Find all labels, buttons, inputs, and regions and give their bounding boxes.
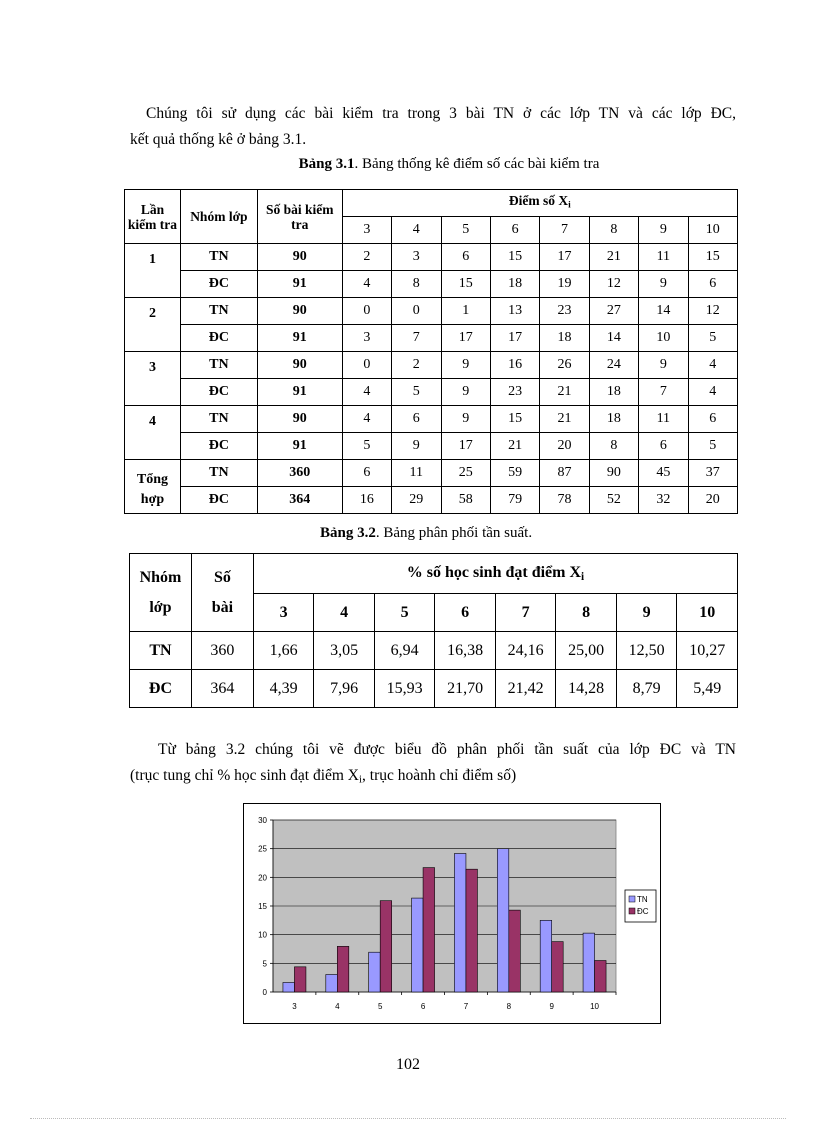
table1-value-cell: 0 [342, 298, 391, 325]
table1-score-col: 4 [392, 217, 441, 244]
table1-value-cell: 12 [688, 298, 737, 325]
table1-value-cell: 21 [490, 433, 539, 460]
table1-value-cell: 17 [490, 325, 539, 352]
after-line-2: (trục tung chỉ % học sinh đạt điểm $X_i$, trục hoành chỉ điểm số) [130, 767, 517, 786]
table1-value-cell: 52 [589, 487, 638, 514]
table1-group-cell: ĐC [180, 271, 257, 298]
table1-score-col: 9 [639, 217, 688, 244]
table1-head-group: Nhóm lớp [180, 190, 257, 244]
table1-value-cell: 17 [540, 244, 589, 271]
table1-row [125, 325, 738, 352]
table2-score-col: 10 [677, 594, 738, 632]
table1-value-cell: 7 [392, 325, 441, 352]
table1-value-cell: 58 [441, 487, 490, 514]
table1-group-cell: ĐC [180, 487, 257, 514]
intro-line-2: kết quả thống kê ở bảng 3.1. [130, 131, 307, 148]
table2-value-cell: 16,38 [435, 632, 496, 670]
chart-y-tick-label: 25 [258, 844, 267, 854]
chart-bar-ĐC [294, 967, 306, 992]
table2-score-col: 5 [374, 594, 435, 632]
table1-value-cell: 9 [441, 406, 490, 433]
table1-value-cell: 5 [688, 433, 737, 460]
table2-caption [320, 525, 532, 542]
chart-y-tick-label: 30 [258, 816, 267, 825]
intro-line-1: Chúng tôi sử dụng các bài kiểm tra trong 3 bài TN ở các lớp TN và các lớp ĐC, [146, 105, 736, 122]
chart-bar-ĐC [509, 910, 521, 992]
table1-value-cell: 0 [342, 352, 391, 379]
table1-row [125, 433, 738, 460]
table1-value-cell: 32 [639, 487, 688, 514]
table1-value-cell: 11 [392, 460, 441, 487]
table1-value-cell: 45 [639, 460, 688, 487]
table1-head-count: Số bài kiểm tra [257, 190, 342, 244]
table1-value-cell: 6 [688, 271, 737, 298]
table1-value-cell: 12 [589, 271, 638, 298]
intro-paragraph [130, 101, 736, 153]
table1-row [125, 487, 738, 514]
table1-value-cell: 19 [540, 271, 589, 298]
table1-value-cell: 4 [342, 379, 391, 406]
table2-head-percent: % số học sinh đạt điểm $X_i$ [253, 554, 737, 594]
table2-score-col: 8 [556, 594, 617, 632]
table1-value-cell: 2 [342, 244, 391, 271]
table1-value-cell: 2 [392, 352, 441, 379]
table2-header-row [130, 554, 738, 594]
table2-score-col: 6 [435, 594, 496, 632]
table1-value-cell: 11 [639, 244, 688, 271]
table1-count-cell: 90 [257, 298, 342, 325]
chart-x-tick-label: 5 [377, 1002, 383, 1011]
chart-bar-TN [369, 952, 381, 992]
table1-count-cell: 91 [257, 433, 342, 460]
table1-value-cell: 78 [540, 487, 589, 514]
after-line-1: Từ bảng 3.2 chúng tôi vẽ được biểu đồ phân phối tần suất của lớp ĐC và TN [158, 741, 736, 758]
table1-value-cell: 5 [342, 433, 391, 460]
table1-count-cell: 90 [257, 244, 342, 271]
table1-value-cell: 13 [490, 298, 539, 325]
table2-value-cell: 4,39 [253, 670, 313, 708]
table1-count-cell: 364 [257, 487, 342, 514]
table1-count-cell: 360 [257, 460, 342, 487]
table2-value-cell: 21,70 [435, 670, 496, 708]
table1-value-cell: 37 [688, 460, 737, 487]
table1-value-cell: 11 [639, 406, 688, 433]
chart-bar-ĐC [552, 942, 564, 992]
table2-value-cell: 25,00 [556, 632, 617, 670]
table1-group-cell: ĐC [180, 325, 257, 352]
table1-value-cell: 15 [490, 244, 539, 271]
table1-value-cell: 1 [441, 298, 490, 325]
table1-group-cell: TN [180, 406, 257, 433]
table1-value-cell: 9 [441, 352, 490, 379]
table1-test-label: Tổng hợp [125, 460, 181, 514]
table1-value-cell: 25 [441, 460, 490, 487]
table1-caption-label: Bảng 3.1 [298, 156, 355, 172]
table1-value-cell: 90 [589, 460, 638, 487]
table1-value-cell: 26 [540, 352, 589, 379]
table1-value-cell: 0 [392, 298, 441, 325]
chart-legend-label: TN [637, 895, 648, 904]
table2-value-cell: 14,28 [556, 670, 617, 708]
table1-value-cell: 8 [589, 433, 638, 460]
chart-y-tick-label: 5 [262, 959, 267, 969]
chart-bar-ĐC [423, 868, 435, 992]
table1-value-cell: 4 [688, 379, 737, 406]
chart-bar-TN [283, 982, 295, 992]
chart-bar-TN [454, 853, 466, 992]
table1-row [125, 298, 738, 325]
table1-value-cell: 59 [490, 460, 539, 487]
chart-bar-TN [412, 898, 424, 992]
score-table [124, 189, 738, 514]
table1-group-cell: TN [180, 352, 257, 379]
frequency-chart [243, 803, 661, 1024]
table2-value-cell: 21,42 [495, 670, 556, 708]
table1-group-cell: ĐC [180, 433, 257, 460]
chart-y-tick-label: 10 [258, 930, 267, 940]
table2-count-cell: 360 [191, 632, 253, 670]
table2-head-count: Số bài [191, 554, 253, 632]
table1-score-col: 5 [441, 217, 490, 244]
chart-y-tick-label: 0 [262, 988, 267, 997]
table1-value-cell: 14 [639, 298, 688, 325]
chart-bar-TN [326, 975, 338, 992]
table1-score-col: 6 [490, 217, 539, 244]
table1-value-cell: 6 [392, 406, 441, 433]
table1-score-col: 3 [342, 217, 391, 244]
chart-bar-ĐC [595, 961, 607, 992]
table2-group-cell: ĐC [130, 670, 192, 708]
table1-row [125, 352, 738, 379]
table1-value-cell: 16 [342, 487, 391, 514]
chart-x-tick-label: 4 [335, 1002, 340, 1011]
table1-value-cell: 18 [540, 325, 589, 352]
table2-value-cell: 6,94 [374, 632, 435, 670]
table1-test-label: 3 [125, 352, 181, 406]
after-paragraph [130, 737, 736, 793]
chart-y-tick-label: 20 [258, 873, 267, 883]
table1-value-cell: 10 [639, 325, 688, 352]
chart-bar-TN [583, 933, 595, 992]
chart-bar-TN [497, 849, 509, 992]
table1-group-cell: TN [180, 460, 257, 487]
table1-count-cell: 91 [257, 271, 342, 298]
table1-count-cell: 90 [257, 352, 342, 379]
chart-x-tick-label: 8 [506, 1002, 512, 1011]
chart-legend-swatch [629, 896, 635, 902]
table1-value-cell: 23 [490, 379, 539, 406]
table1-value-cell: 6 [441, 244, 490, 271]
table1-value-cell: 9 [639, 271, 688, 298]
chart-x-tick-label: 6 [420, 1002, 426, 1011]
table1-head-score: Điểm số $X_i$ [342, 190, 737, 217]
frequency-table [129, 553, 738, 708]
table1-test-label: 4 [125, 406, 181, 460]
table1-score-col: 8 [589, 217, 638, 244]
table1-head-test: Lần kiểm tra [125, 190, 181, 244]
table2-caption-label: Bảng 3.2 [320, 525, 376, 541]
table1-group-cell: TN [180, 298, 257, 325]
table2-value-cell: 8,79 [616, 670, 677, 708]
table1-value-cell: 20 [688, 487, 737, 514]
table2-value-cell: 12,50 [616, 632, 677, 670]
table1-value-cell: 18 [589, 406, 638, 433]
chart-x-tick-label: 9 [549, 1002, 554, 1011]
chart-legend-swatch [629, 908, 635, 914]
table1-value-cell: 6 [639, 433, 688, 460]
table2-count-cell: 364 [191, 670, 253, 708]
table1-count-cell: 90 [257, 406, 342, 433]
table1-value-cell: 18 [490, 271, 539, 298]
table2-value-cell: 10,27 [677, 632, 738, 670]
table2-row [130, 670, 738, 708]
table1-value-cell: 23 [540, 298, 589, 325]
table2-group-cell: TN [130, 632, 192, 670]
table2-score-col: 4 [314, 594, 374, 632]
table1-row [125, 379, 738, 406]
table1-test-label: 1 [125, 244, 181, 298]
table1-value-cell: 9 [639, 352, 688, 379]
table1-group-cell: TN [180, 244, 257, 271]
table1-score-col: 10 [688, 217, 737, 244]
table1-row [125, 460, 738, 487]
table1-value-cell: 15 [688, 244, 737, 271]
table2-value-cell: 1,66 [253, 632, 313, 670]
page-bottom-rule [30, 1118, 786, 1119]
table1-value-cell: 15 [490, 406, 539, 433]
page-number: 102 [396, 1056, 420, 1073]
table1-caption-text: . Bảng thống kê điểm số các bài kiểm tra [354, 156, 600, 172]
table1-value-cell: 8 [392, 271, 441, 298]
table1-value-cell: 4 [688, 352, 737, 379]
table1-value-cell: 6 [342, 460, 391, 487]
table1-count-cell: 91 [257, 325, 342, 352]
table1-row [125, 271, 738, 298]
table1-value-cell: 21 [540, 379, 589, 406]
chart-bar-ĐC [337, 946, 349, 992]
table1-value-cell: 4 [342, 271, 391, 298]
table1-value-cell: 17 [441, 325, 490, 352]
table1-value-cell: 24 [589, 352, 638, 379]
table1-value-cell: 15 [441, 271, 490, 298]
table1-value-cell: 4 [342, 406, 391, 433]
table1-value-cell: 79 [490, 487, 539, 514]
table1-value-cell: 29 [392, 487, 441, 514]
table1-count-cell: 91 [257, 379, 342, 406]
table1-value-cell: 16 [490, 352, 539, 379]
chart-x-tick-label: 10 [590, 1002, 600, 1011]
table1-row [125, 244, 738, 271]
table1-row [125, 406, 738, 433]
table2-score-col: 9 [616, 594, 677, 632]
table2-caption-text: . Bảng phân phối tần suất. [375, 525, 533, 541]
chart-legend-label: ĐC [637, 907, 649, 916]
table2-score-col: 7 [495, 594, 556, 632]
chart-bar-ĐC [380, 901, 392, 992]
table1-value-cell: 21 [540, 406, 589, 433]
table2-value-cell: 15,93 [374, 670, 435, 708]
chart-bar-TN [540, 920, 552, 992]
table1-value-cell: 5 [688, 325, 737, 352]
table1-value-cell: 9 [441, 379, 490, 406]
table1-caption [0, 156, 816, 173]
table1-header-row [125, 190, 738, 217]
table1-group-cell: ĐC [180, 379, 257, 406]
chart-x-tick-label: 7 [463, 1002, 469, 1011]
table1-value-cell: 9 [392, 433, 441, 460]
table1-value-cell: 14 [589, 325, 638, 352]
table2-row [130, 632, 738, 670]
table2-value-cell: 24,16 [495, 632, 556, 670]
table1-value-cell: 17 [441, 433, 490, 460]
table1-value-cell: 3 [392, 244, 441, 271]
table1-value-cell: 5 [392, 379, 441, 406]
table2-value-cell: 5,49 [677, 670, 738, 708]
table1-value-cell: 6 [688, 406, 737, 433]
chart-x-tick-label: 3 [292, 1002, 297, 1011]
table1-test-label: 2 [125, 298, 181, 352]
chart-canvas [244, 804, 660, 1023]
table1-value-cell: 27 [589, 298, 638, 325]
table2-value-cell: 7,96 [314, 670, 374, 708]
table1-value-cell: 7 [639, 379, 688, 406]
table1-value-cell: 3 [342, 325, 391, 352]
table1-value-cell: 87 [540, 460, 589, 487]
table2-score-col: 3 [253, 594, 313, 632]
chart-bar-ĐC [466, 869, 478, 992]
chart-y-tick-label: 15 [258, 902, 267, 911]
table2-value-cell: 3,05 [314, 632, 374, 670]
table1-value-cell: 21 [589, 244, 638, 271]
table1-value-cell: 18 [589, 379, 638, 406]
table2-head-group: Nhóm lớp [130, 554, 192, 632]
table1-value-cell: 20 [540, 433, 589, 460]
table1-score-col: 7 [540, 217, 589, 244]
